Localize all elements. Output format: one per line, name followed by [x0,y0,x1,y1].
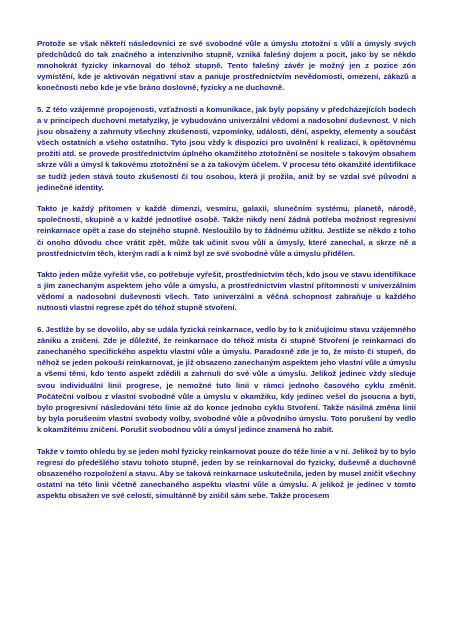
paragraph-linie-reinkarnace: Takže v tomto ohledu by se jeden mohl fyzicky reinkarnovat pouze do téže linie a v ní. Jelikož by to bylo regresí do předešlého stavu tohoto stupně, jeden by se reinkarnoval do fyzicky, duševně a duchovně obsazeného rozpoložení a stavu. Aby se taková reinkarnace uskutečnila, jeden by musel zničit všechny ostatní na této linii včetně zanechaného aspektu vlastní vůle a úmyslu. A jelikož je jedinec v tomto aspektu obsažen ve své celosti, simultánně by zničil sám sebe. Takže procesem [37,446,416,500]
paragraph-6-fyzicka-reinkarnace: 6. Jestliže by se dovolilo, aby se udála fyzická reinkarnace, vedlo by to k zničujícímu stavu vzájemného zániku a zničení. Zde je důležité, že reinkarnace do téhož místa či stupně Stvoření je reinkarnací do zanechaného specifického aspektu vlastní vůle a úmyslu. Paradoxně zde je to, že místo či stupeň, do něhož se jeden pokouší reinkarnovat, je již obsazeno zanechaným aspektem jeho vlastní vůle a úmyslu a všemi těmi, kdo tento aspekt zdědili a zahrnuli do své vůle a úmyslu. Jelikož jedinec vždy sleduje svou individuální linii progrese, je nemožné tuto linii v rámci jednoho časového cyklu změnit. Počáteční volbou z vlastní svobodné vůle a úmyslu v okamžiku, kdy jedinec vešel do jsoucna a bytí, bylo progresivní následování této linie až do konce jednoho cyklu Stvoření. Takže násilná změna linií by byla porušením vlastní svobody volby, svobodné vůle a původního úmyslu. Toto porušení by vedlo k okamžitému zničení. Porušit svobodnou vůli a úmysl jedince znamená ho zabít. [37,325,416,434]
paragraph-pritomnost-v-dimenzich: Takto je každý přítomen v každé dimenzi, vesmíru, galaxii, slunečním systému, planetě, národě, společnosti, skupině a v každé jednotlivé osobě. Takže nikdy není žádná potřeba možnost regresivní reinkarnace opět a zase do stejného stupně. Nesloužilo by to žádnému užitku. Jestliže se někdo z toho či onoho důvodu chce vrátit zpět, může tak učinit svou vůlí a úmysly, které zanechal, a skrze ně a prostřednictvím těch, kterým radí a k nimž byl ze své svobodné vůle a úmyslu přidělen. [37,204,416,258]
paragraph-reseni-identifikace: Takto jeden může vyřešit vše, co potřebuje vyřešit, prostřednictvím těch, kdo jsou ve stavu identifikace s jím zanechaným aspektem jeho vůle a úmyslu, a prostřednictvím vlastní přítomnosti v univerzálním vědomí a nadosobní duševnosti všech. Tato univerzální a věčná schopnost zabraňuje u každého nutnosti vlastní regrese zpět do téhož stupně stvoření. [37,270,416,313]
paragraph-reinkarnace-dojem: Protože se však někteří následovníci ze své svobodné vůle a úmyslu ztotožní s vůlí a úmysly svých předchůdců do tak značného a intenzivního stupně, vzniká falešný dojem a pocit, jako by se někdo mnohokrát fyzicky inkarnoval do téhož stupně. Tento falešný závěr je možný jen z pozice zón vymístění, kde je aktivován negativní stav a panuje prostřednictvím nevědomosti, omezení, zákazů a konečnosti nebo kde je vše bráno doslovně, fyzicky a ne duchovně. [37,39,416,93]
paragraph-5-univerzalni-vedomi: 5. Z této vzájemné propojenosti, vzťažnosti a komunikace, jak byly popsány v předcházejících bodech a v principech duchovní metafyziky, je vybudováno univerzální vědomí a nadosobní duševnost. V nich jsou obsaženy a zahrnuty všechny zkušenosti, vzpomínky, události, dění, aspekty, elementy a součást všech ostatních a všeho ostatního. Tyto jsou vždy k dispozici pro uvolnění k realizaci, k opětovnému prožití atd. se provede prostřednictvím úplného okamžitého ztotožnění se nositele s takovým obsahem skrze vůli a úmysl k takovému ztotožnění se a za takovým účelem. V procesu této okamžité identifikace se tudíž jeden stává touto zkušeností či tou osobou, která ji prožila, aniž by se vzdal své původní a jedinečné identity. [37,104,416,192]
